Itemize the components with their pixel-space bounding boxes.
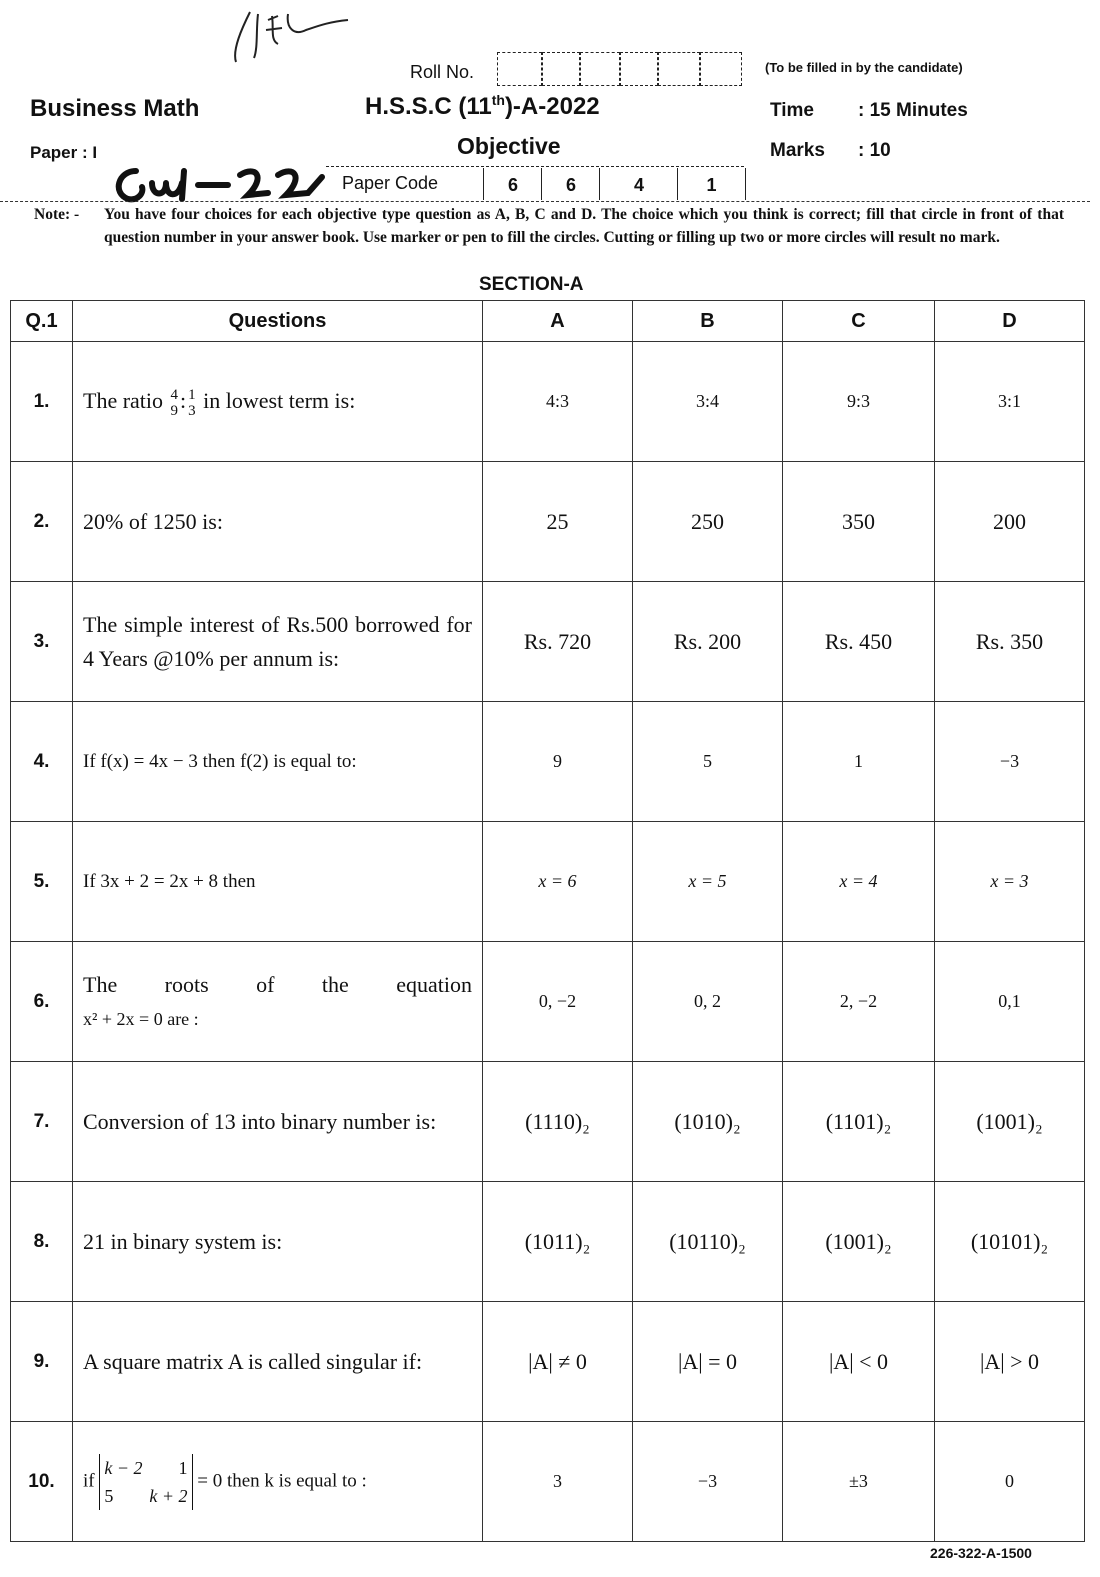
table-header-row bbox=[11, 301, 1085, 342]
question-text: The roots of the equation x² + 2x = 0 are : bbox=[73, 942, 483, 1062]
header-option-d: D bbox=[935, 301, 1085, 342]
option-b: |A| = 0 bbox=[633, 1302, 783, 1422]
question-number: 8. bbox=[11, 1182, 73, 1302]
option-d: 0 bbox=[935, 1422, 1085, 1542]
time-label: Time bbox=[770, 100, 815, 121]
roll-digit-box[interactable] bbox=[700, 52, 742, 86]
option-d: Rs. 350 bbox=[935, 582, 1085, 702]
option-a: 3 bbox=[483, 1422, 633, 1542]
option-b: 0, 2 bbox=[633, 942, 783, 1062]
option-d: |A| > 0 bbox=[935, 1302, 1085, 1422]
table-row bbox=[11, 342, 1085, 462]
table-row bbox=[11, 1182, 1085, 1302]
table-row bbox=[11, 1422, 1085, 1542]
paper-code-digit: 6 bbox=[483, 168, 542, 200]
option-b: −3 bbox=[633, 1422, 783, 1542]
question-text: The simple interest of Rs.500 borrowed for 4 Years @10% per annum is: bbox=[73, 582, 483, 702]
option-c: Rs. 450 bbox=[783, 582, 935, 702]
question-text: if k − 2 1 5 k + 2 = 0 then k is equal to : bbox=[73, 1422, 483, 1542]
handwritten-signature bbox=[228, 0, 368, 70]
question-text: 20% of 1250 is: bbox=[73, 462, 483, 582]
option-c: (1001)₂ bbox=[783, 1182, 935, 1302]
question-number: 7. bbox=[11, 1062, 73, 1182]
question-number: 9. bbox=[11, 1302, 73, 1422]
option-d: (10101)₂ bbox=[935, 1182, 1085, 1302]
header-option-a: A bbox=[483, 301, 633, 342]
table-row bbox=[11, 702, 1085, 822]
table-row bbox=[11, 582, 1085, 702]
roll-digit-box[interactable] bbox=[497, 52, 542, 86]
header-q-number: Q.1 bbox=[11, 301, 73, 342]
question-number: 2. bbox=[11, 462, 73, 582]
question-number: 6. bbox=[11, 942, 73, 1062]
header-divider bbox=[0, 201, 1090, 202]
option-d: 200 bbox=[935, 462, 1085, 582]
option-c: 1 bbox=[783, 702, 935, 822]
option-b: 5 bbox=[633, 702, 783, 822]
option-c: x = 4 bbox=[783, 822, 935, 942]
roll-digit-box[interactable] bbox=[542, 52, 580, 86]
paper-code-digit: 1 bbox=[677, 168, 746, 200]
roll-label: Roll No. bbox=[410, 62, 475, 82]
option-a: 25 bbox=[483, 462, 633, 582]
table-row bbox=[11, 1062, 1085, 1182]
question-text: If f(x) = 4x − 3 then f(2) is equal to: bbox=[73, 702, 483, 822]
paper-code-digit: 4 bbox=[599, 168, 678, 200]
question-text: A square matrix A is called singular if: bbox=[73, 1302, 483, 1422]
roll-digit-box[interactable] bbox=[658, 52, 700, 86]
option-c: (1101)₂ bbox=[783, 1062, 935, 1182]
option-c: 2, −2 bbox=[783, 942, 935, 1062]
option-b: (10110)₂ bbox=[633, 1182, 783, 1302]
option-d: 3:1 bbox=[935, 342, 1085, 462]
paper-code-digit: 6 bbox=[541, 168, 600, 200]
option-a: 0, −2 bbox=[483, 942, 633, 1062]
determinant: k − 2 1 5 k + 2 bbox=[99, 1454, 192, 1510]
fraction: 1 3 bbox=[188, 386, 196, 419]
header-questions: Questions bbox=[73, 301, 483, 342]
option-b: 250 bbox=[633, 462, 783, 582]
option-a: Rs. 720 bbox=[483, 582, 633, 702]
exam-title: H.S.S.C (11th)-A-2022 bbox=[365, 92, 600, 120]
option-d: −3 bbox=[935, 702, 1085, 822]
question-number: 10. bbox=[11, 1422, 73, 1542]
question-number: 3. bbox=[11, 582, 73, 702]
table-row bbox=[11, 822, 1085, 942]
option-a: |A| ≠ 0 bbox=[483, 1302, 633, 1422]
question-text: 21 in binary system is: bbox=[73, 1182, 483, 1302]
time-value: : 15 Minutes bbox=[858, 100, 968, 121]
header-option-b: B bbox=[633, 301, 783, 342]
option-b: 3:4 bbox=[633, 342, 783, 462]
option-c: 9:3 bbox=[783, 342, 935, 462]
roll-digit-box[interactable] bbox=[620, 52, 658, 86]
instructions-note bbox=[34, 203, 1064, 249]
footer-code: 226-322-A-1500 bbox=[930, 1545, 1032, 1561]
paper-number: Paper : I bbox=[30, 143, 98, 162]
question-text: If 3x + 2 = 2x + 8 then bbox=[73, 822, 483, 942]
note-label: Note: - bbox=[34, 206, 80, 223]
question-number: 4. bbox=[11, 702, 73, 822]
marks-label: Marks bbox=[770, 140, 825, 161]
option-b: Rs. 200 bbox=[633, 582, 783, 702]
option-b: x = 5 bbox=[633, 822, 783, 942]
question-number: 1. bbox=[11, 342, 73, 462]
question-text: The ratio 4 9 : 1 3 in lowest term is: bbox=[73, 342, 483, 462]
option-d: x = 3 bbox=[935, 822, 1085, 942]
option-c: 350 bbox=[783, 462, 935, 582]
option-b: (1010)₂ bbox=[633, 1062, 783, 1182]
option-a: 4:3 bbox=[483, 342, 633, 462]
option-a: (1110)₂ bbox=[483, 1062, 633, 1182]
option-a: x = 6 bbox=[483, 822, 633, 942]
option-a: 9 bbox=[483, 702, 633, 822]
fraction: 4 9 bbox=[170, 386, 179, 419]
marks-value: : 10 bbox=[858, 140, 891, 161]
paper-code-label: Paper Code bbox=[342, 173, 439, 193]
option-c: |A| < 0 bbox=[783, 1302, 935, 1422]
question-number: 5. bbox=[11, 822, 73, 942]
option-d: (1001)₂ bbox=[935, 1062, 1085, 1182]
subject-title: Business Math bbox=[30, 95, 200, 122]
note-text: You have four choices for each objective type question as A, B, C and D. The choice which you think is correct; fill that circle in front of that question number in your answer book. Use marker or pen to fill the circles. Cutting or filling up two or more circles will result no mark. bbox=[104, 206, 1064, 246]
table-row bbox=[11, 1302, 1085, 1422]
table-row bbox=[11, 462, 1085, 582]
option-d: 0,1 bbox=[935, 942, 1085, 1062]
roll-digit-box[interactable] bbox=[580, 52, 620, 86]
section-title: SECTION-A bbox=[479, 274, 584, 295]
option-c: ±3 bbox=[783, 1422, 935, 1542]
roll-instruction: (To be filled in by the candidate) bbox=[765, 60, 963, 75]
questions-table bbox=[10, 300, 1085, 1542]
question-text: Conversion of 13 into binary number is: bbox=[73, 1062, 483, 1182]
table-row bbox=[11, 942, 1085, 1062]
option-a: (1011)₂ bbox=[483, 1182, 633, 1302]
header-option-c: C bbox=[783, 301, 935, 342]
section-type: Objective bbox=[457, 133, 561, 159]
